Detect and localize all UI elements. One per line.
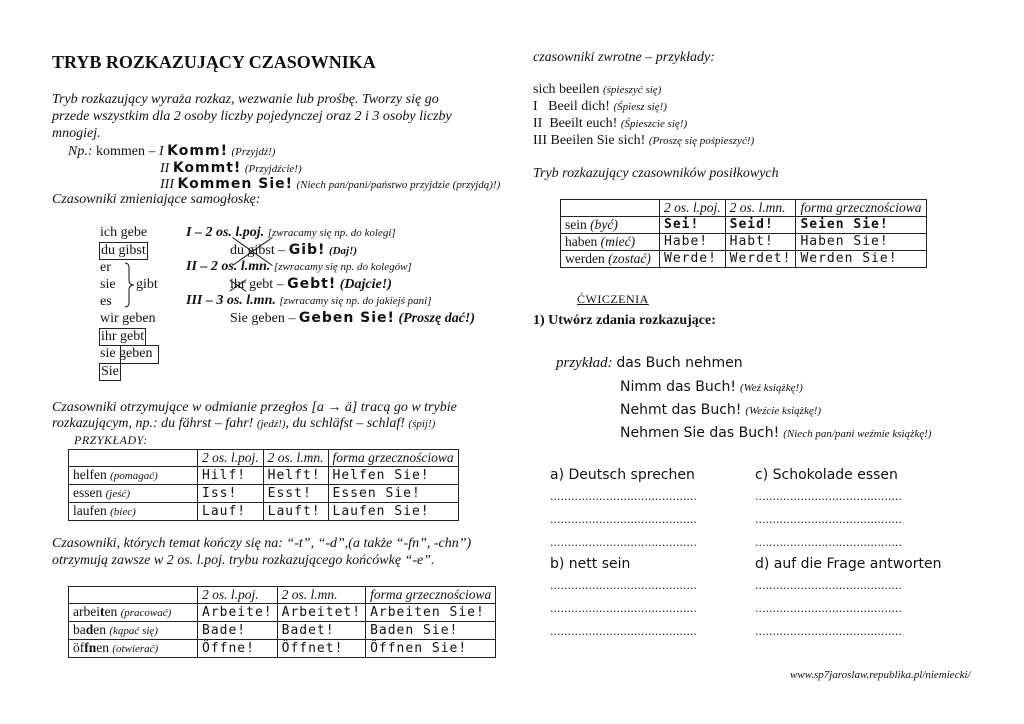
table-endings	[68, 586, 496, 658]
cell: Werden Sie!	[796, 251, 926, 268]
rule-2-note: [zwracamy się np. do kolegów]	[273, 261, 412, 273]
rule-1-form-line	[230, 242, 357, 259]
answer-line-d-1[interactable]: ..........................................	[755, 579, 902, 592]
verb-cell: helfen (pomagać)	[69, 467, 198, 485]
table-row	[561, 217, 927, 234]
example-verb: das Buch nehmen	[616, 355, 743, 371]
rule-2-struck: ihr	[230, 277, 246, 292]
example-answer-3: Nehmen Sie das Buch! (Niech pan/pani weźmie książkę!)	[620, 425, 932, 441]
rule-3-rest: Sie geben –	[230, 311, 299, 326]
rule-2-tr: (Dajcie!)	[339, 277, 392, 292]
header-cell: 2 os. l.poj.	[660, 200, 726, 217]
conj-du: du gibst	[101, 243, 146, 258]
cell: Hilf!	[198, 467, 264, 485]
np-num-2: II	[160, 161, 170, 176]
rule-3-form: Geben Sie!	[298, 310, 395, 326]
rule-2-form-line	[230, 276, 392, 293]
example-line	[556, 355, 743, 372]
reflexive-row-1: sich beeilen (śpieszyć się)	[533, 82, 662, 97]
verb-cell: öffnen (otwierać)	[69, 640, 198, 658]
cell: Werdet!	[725, 251, 796, 268]
rule-3	[186, 293, 432, 309]
answer-line-b-1[interactable]: ..........................................	[550, 579, 697, 592]
rule-2	[186, 259, 412, 275]
cell: Seien Sie!	[796, 217, 926, 234]
header-cell: forma grzecznościowa	[796, 200, 926, 217]
cell: Sei!	[660, 217, 726, 234]
np-verb: kommen –	[96, 144, 156, 159]
verb-cell: essen (jeść)	[69, 485, 198, 503]
table-aux	[560, 199, 927, 268]
table-row	[69, 640, 496, 658]
rule-1-tr: (Daj!)	[328, 245, 358, 257]
rule-2-head: II – 2 os. l.mn.	[186, 259, 271, 274]
page-title: TRYB ROZKAZUJĄCY CZASOWNIKA	[52, 52, 376, 72]
cell: Laufen Sie!	[328, 503, 458, 521]
umlaut-text-a: rozkazującym, np.: du fährst – fahr!	[52, 416, 254, 431]
exercise-c-label: c) Schokolade essen	[755, 467, 898, 483]
cell: Iss!	[198, 485, 264, 503]
table-header	[561, 200, 927, 217]
intro-line-3: mnogiej.	[52, 126, 101, 141]
np-form-2: Kommt!	[172, 160, 242, 176]
np-example	[68, 143, 275, 160]
cell: Haben Sie!	[796, 234, 926, 251]
rule-3-head: III – 3 os. l.mn.	[186, 293, 276, 308]
task-1: 1) Utwórz zdania rozkazujące:	[533, 313, 716, 328]
umlaut-text-b: , du schläfst – schlaf!	[285, 416, 405, 431]
ending-line-2: otrzymują zawsze w 2 os. l.poj. trybu rozkazującego końcówkę “-e”.	[52, 553, 435, 568]
table-row	[561, 234, 927, 251]
cell: Lauf!	[198, 503, 264, 521]
exercise-b-label: b) nett sein	[550, 556, 631, 572]
rule-1-form: Gib!	[288, 242, 326, 258]
table-row	[69, 604, 496, 622]
answer-line-d-2[interactable]: ..........................................	[755, 602, 902, 615]
answer-line-a-3[interactable]: ..........................................	[550, 536, 697, 549]
answer-line-a-1[interactable]: ..........................................	[550, 490, 697, 503]
cell: Öffnen Sie!	[366, 640, 496, 658]
answer-line-c-3[interactable]: ..........................................	[755, 536, 902, 549]
table-umlaut	[68, 449, 459, 521]
cell: Badet!	[277, 622, 365, 640]
table-row	[69, 467, 459, 485]
example-label: przykład:	[556, 355, 613, 371]
answer-line-c-2[interactable]: ..........................................	[755, 513, 902, 526]
intro-line-2: przede wszystkim dla 2 osoby liczby pojedynczej oraz 2 i 3 osoby liczby	[52, 109, 452, 124]
verb-cell: laufen (biec)	[69, 503, 198, 521]
umlaut-line-1: Czasowniki otrzymujące w odmianie przegłos [a → ä] tracą go w trybie	[52, 400, 457, 415]
answer-line-b-2[interactable]: ..........................................	[550, 602, 697, 615]
verb-cell: werden (zostać)	[561, 251, 660, 268]
table-row	[69, 503, 459, 521]
reflexive-row-3: II Beeilt euch! (Śpieszcie się!)	[533, 116, 688, 131]
rule-1-struck: du gibst	[230, 243, 275, 258]
header-cell: forma grzecznościowa	[328, 450, 458, 467]
header-cell: 2 os. l.mn.	[725, 200, 796, 217]
cell: Helft!	[263, 467, 328, 485]
np-note-1: (Przyjdź!)	[231, 146, 276, 158]
table-header	[69, 450, 459, 467]
table-row	[69, 485, 459, 503]
cell: Werde!	[660, 251, 726, 268]
rule-1-head: I – 2 os. l.poj.	[186, 225, 265, 240]
verb-cell: sein (być)	[561, 217, 660, 234]
answer-line-d-3[interactable]: ..........................................	[755, 625, 902, 638]
cell: Bade!	[198, 622, 278, 640]
conj-gibt: gibt	[136, 277, 158, 292]
cell: Esst!	[263, 485, 328, 503]
answer-line-c-1[interactable]: ..........................................	[755, 490, 902, 503]
conj-es: es	[100, 294, 112, 309]
exercises-title: ĆWICZENIA	[577, 292, 649, 306]
cell: Seid!	[725, 217, 796, 234]
umlaut-tr-a: (jedź!)	[256, 418, 286, 430]
exercise-d-label: d) auf die Frage antworten	[755, 556, 942, 572]
np-num-3: III	[160, 177, 174, 192]
header-cell: 2 os. l.mn.	[263, 450, 328, 467]
examples-label: PRZYKŁADY:	[74, 433, 148, 447]
conj-sie-formal: Sie	[101, 364, 119, 379]
reflexive-row-4: III Beeilen Sie sich! (Proszę się pośpieszyć!)	[533, 133, 755, 148]
example-answer-2: Nehmt das Buch! (Weźcie książkę!)	[620, 402, 822, 418]
verb-cell: baden (kąpać się)	[69, 622, 198, 640]
cell: Lauft!	[263, 503, 328, 521]
cell: Arbeiten Sie!	[366, 604, 496, 622]
aux-title: Tryb rozkazujący czasowników posiłkowych	[533, 166, 779, 181]
header-cell: 2 os. l.mn.	[277, 587, 365, 604]
cell: Habe!	[660, 234, 726, 251]
ending-line-1: Czasowniki, których temat kończy się na: “-t”, “-d”,(a także “-fn”, -chn”)	[52, 536, 472, 551]
rule-3-tr: (Proszę dać!)	[398, 311, 476, 326]
np-form-3: Kommen Sie!	[177, 176, 293, 192]
np-label: Np.:	[68, 144, 93, 159]
verb-cell: haben (mieć)	[561, 234, 660, 251]
header-cell	[69, 450, 198, 467]
header-cell	[69, 587, 198, 604]
conj-sie-pl-text: sie geben	[100, 346, 153, 361]
brace-icon	[123, 262, 135, 308]
verb-cell: arbeiten (pracować)	[69, 604, 198, 622]
example-answer-1: Nimm das Buch! (Weź książkę!)	[620, 379, 803, 395]
cell: Essen Sie!	[328, 485, 458, 503]
rule-3-note: [zwracamy się np. do jakiejś pani]	[279, 295, 432, 307]
header-cell	[561, 200, 660, 217]
rule-1	[186, 225, 396, 241]
np-row-2	[160, 160, 302, 177]
footer-url[interactable]: www.sp7jaroslaw.republika.pl/niemiecki/	[790, 669, 971, 681]
cell: Helfen Sie!	[328, 467, 458, 485]
table-header	[69, 587, 496, 604]
cell: Arbeitet!	[277, 604, 365, 622]
rule-1-rest: –	[278, 243, 289, 258]
np-row-3	[160, 176, 500, 193]
conj-ich: ich gebe	[100, 225, 148, 240]
umlaut-line-2	[52, 416, 435, 432]
conj-wir: wir geben	[100, 311, 156, 326]
cell: Öffnet!	[277, 640, 365, 658]
cell: Öffne!	[198, 640, 278, 658]
table-row	[561, 251, 927, 268]
conj-sie: sie	[100, 277, 116, 292]
header-cell: 2 os. l.poj.	[198, 587, 278, 604]
answer-line-a-2[interactable]: ..........................................	[550, 513, 697, 526]
cell: Baden Sie!	[366, 622, 496, 640]
vowel-change-title: Czasowniki zmieniające samogłoskę:	[52, 192, 261, 207]
conj-er: er	[100, 260, 111, 275]
np-note-2: (Przyjdźcie!)	[244, 163, 302, 175]
cell: Habt!	[725, 234, 796, 251]
table-row	[69, 622, 496, 640]
np-note-3: (Niech pan/pani/państwo przyjdzie (przyjdą)!)	[296, 179, 501, 191]
rule-3-form-line	[230, 310, 475, 327]
exercise-a-label: a) Deutsch sprechen	[550, 467, 695, 483]
answer-line-b-3[interactable]: ..........................................	[550, 625, 697, 638]
conj-geben-box	[120, 345, 159, 364]
header-cell: 2 os. l.poj.	[198, 450, 264, 467]
cell: Arbeite!	[198, 604, 278, 622]
intro-line-1: Tryb rozkazujący wyraża rozkaz, wezwanie lub prośbę. Tworzy się go	[52, 92, 439, 107]
rule-1-note: [zwracamy się np. do kolegi]	[267, 227, 396, 239]
conj-ihr: ihr gebt	[101, 329, 145, 344]
reflexive-title: czasowniki zwrotne – przykłady:	[533, 50, 715, 65]
rule-2-form: Gebt!	[287, 276, 337, 292]
np-form-1: Komm!	[167, 143, 228, 159]
rule-2-rest: gebt –	[249, 277, 288, 292]
umlaut-tr-b: (śpij!)	[408, 418, 436, 430]
reflexive-row-2: I Beeil dich! (Śpiesz się!)	[533, 99, 667, 114]
header-cell: forma grzecznościowa	[366, 587, 496, 604]
np-num-1: I	[159, 144, 164, 159]
